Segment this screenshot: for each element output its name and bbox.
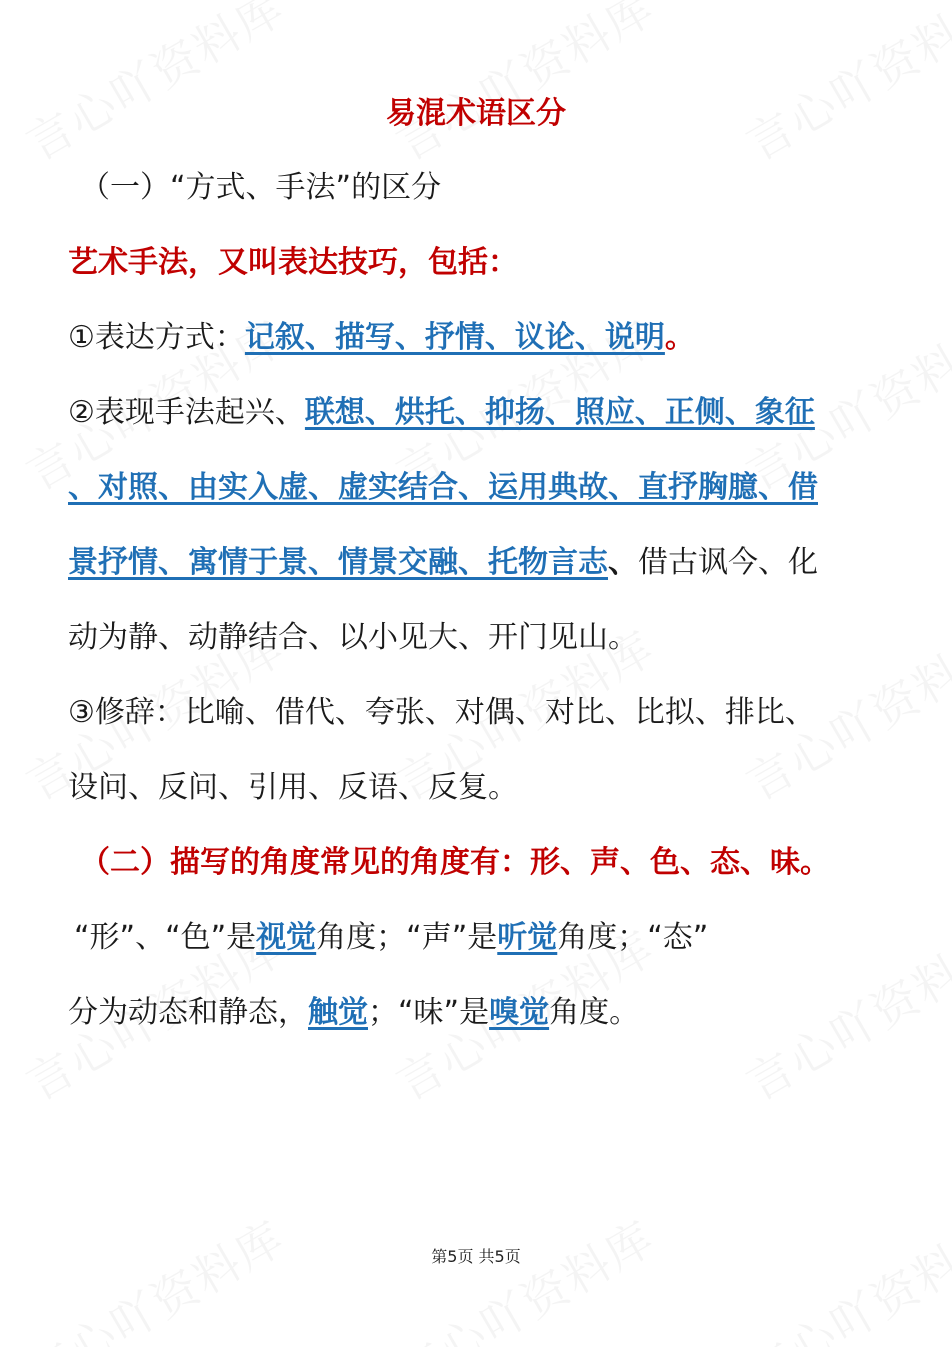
- page-title: 易混术语区分: [386, 96, 566, 131]
- para-text: 分为动态和静态，: [68, 995, 308, 1030]
- section-heading-2: （二）描写的角度常见的角度有：形、声、色、态、味。: [80, 845, 830, 880]
- page-number: 第5页 共5页: [431, 1247, 521, 1266]
- list-item: ③修辞：比喻、借代、夸张、对偶、对比、比拟、排比、: [68, 695, 815, 730]
- list-item: [68, 300, 878, 375]
- watermark-text: [733, 1202, 952, 1347]
- item-text: 借古讽今、化: [638, 545, 818, 580]
- para-text: 角度。: [549, 995, 640, 1030]
- item-end: 。: [664, 320, 695, 355]
- highlight-term: 联想、烘托、抑扬、照应、正侧、象征: [304, 395, 815, 430]
- highlight-term: 、对照、由实入虚、虚实结合、运用典故、直抒胸臆、借: [68, 470, 818, 505]
- highlight-term: 听觉: [497, 920, 558, 955]
- highlight-term: 记叙、描写、抒情、议论、说明: [244, 320, 665, 355]
- list-item: [68, 375, 878, 450]
- paragraph: [68, 900, 878, 975]
- item-label: ①表达方式：: [68, 320, 245, 355]
- list-item-continued: 动为静、动静结合、以小见大、开门见山。: [68, 620, 638, 655]
- para-text: 角度；“态”: [557, 920, 709, 955]
- highlight-term: 视觉: [256, 920, 317, 955]
- watermark-text: [13, 0, 295, 174]
- paragraph-continued: [68, 975, 878, 1050]
- section-heading-1: （一）“方式、手法”的区分: [80, 170, 442, 205]
- list-item-continued: [68, 525, 878, 600]
- list-item-continued: [68, 450, 878, 525]
- section-intro: 艺术手法，又叫表达技巧，包括：: [68, 245, 518, 280]
- highlight-term: 嗅觉: [489, 995, 550, 1030]
- highlight-term: 触觉: [308, 995, 368, 1030]
- watermark-text: [13, 1202, 295, 1347]
- para-text: ；“味”是: [368, 995, 490, 1030]
- watermark-text: [383, 1202, 665, 1347]
- item-label: ②表现手法起兴、: [68, 395, 305, 430]
- watermark-text: [383, 0, 665, 174]
- para-text: “形”、“色”是: [74, 920, 257, 955]
- list-item-continued: 设问、反问、引用、反语、反复。: [68, 770, 518, 805]
- document-body: [68, 150, 878, 1050]
- highlight-term: 景抒情、寓情于景、情景交融、托物言志: [68, 545, 608, 580]
- watermark-text: [733, 0, 952, 174]
- separator: 、: [608, 545, 638, 580]
- para-text: 角度；“声”是: [316, 920, 498, 955]
